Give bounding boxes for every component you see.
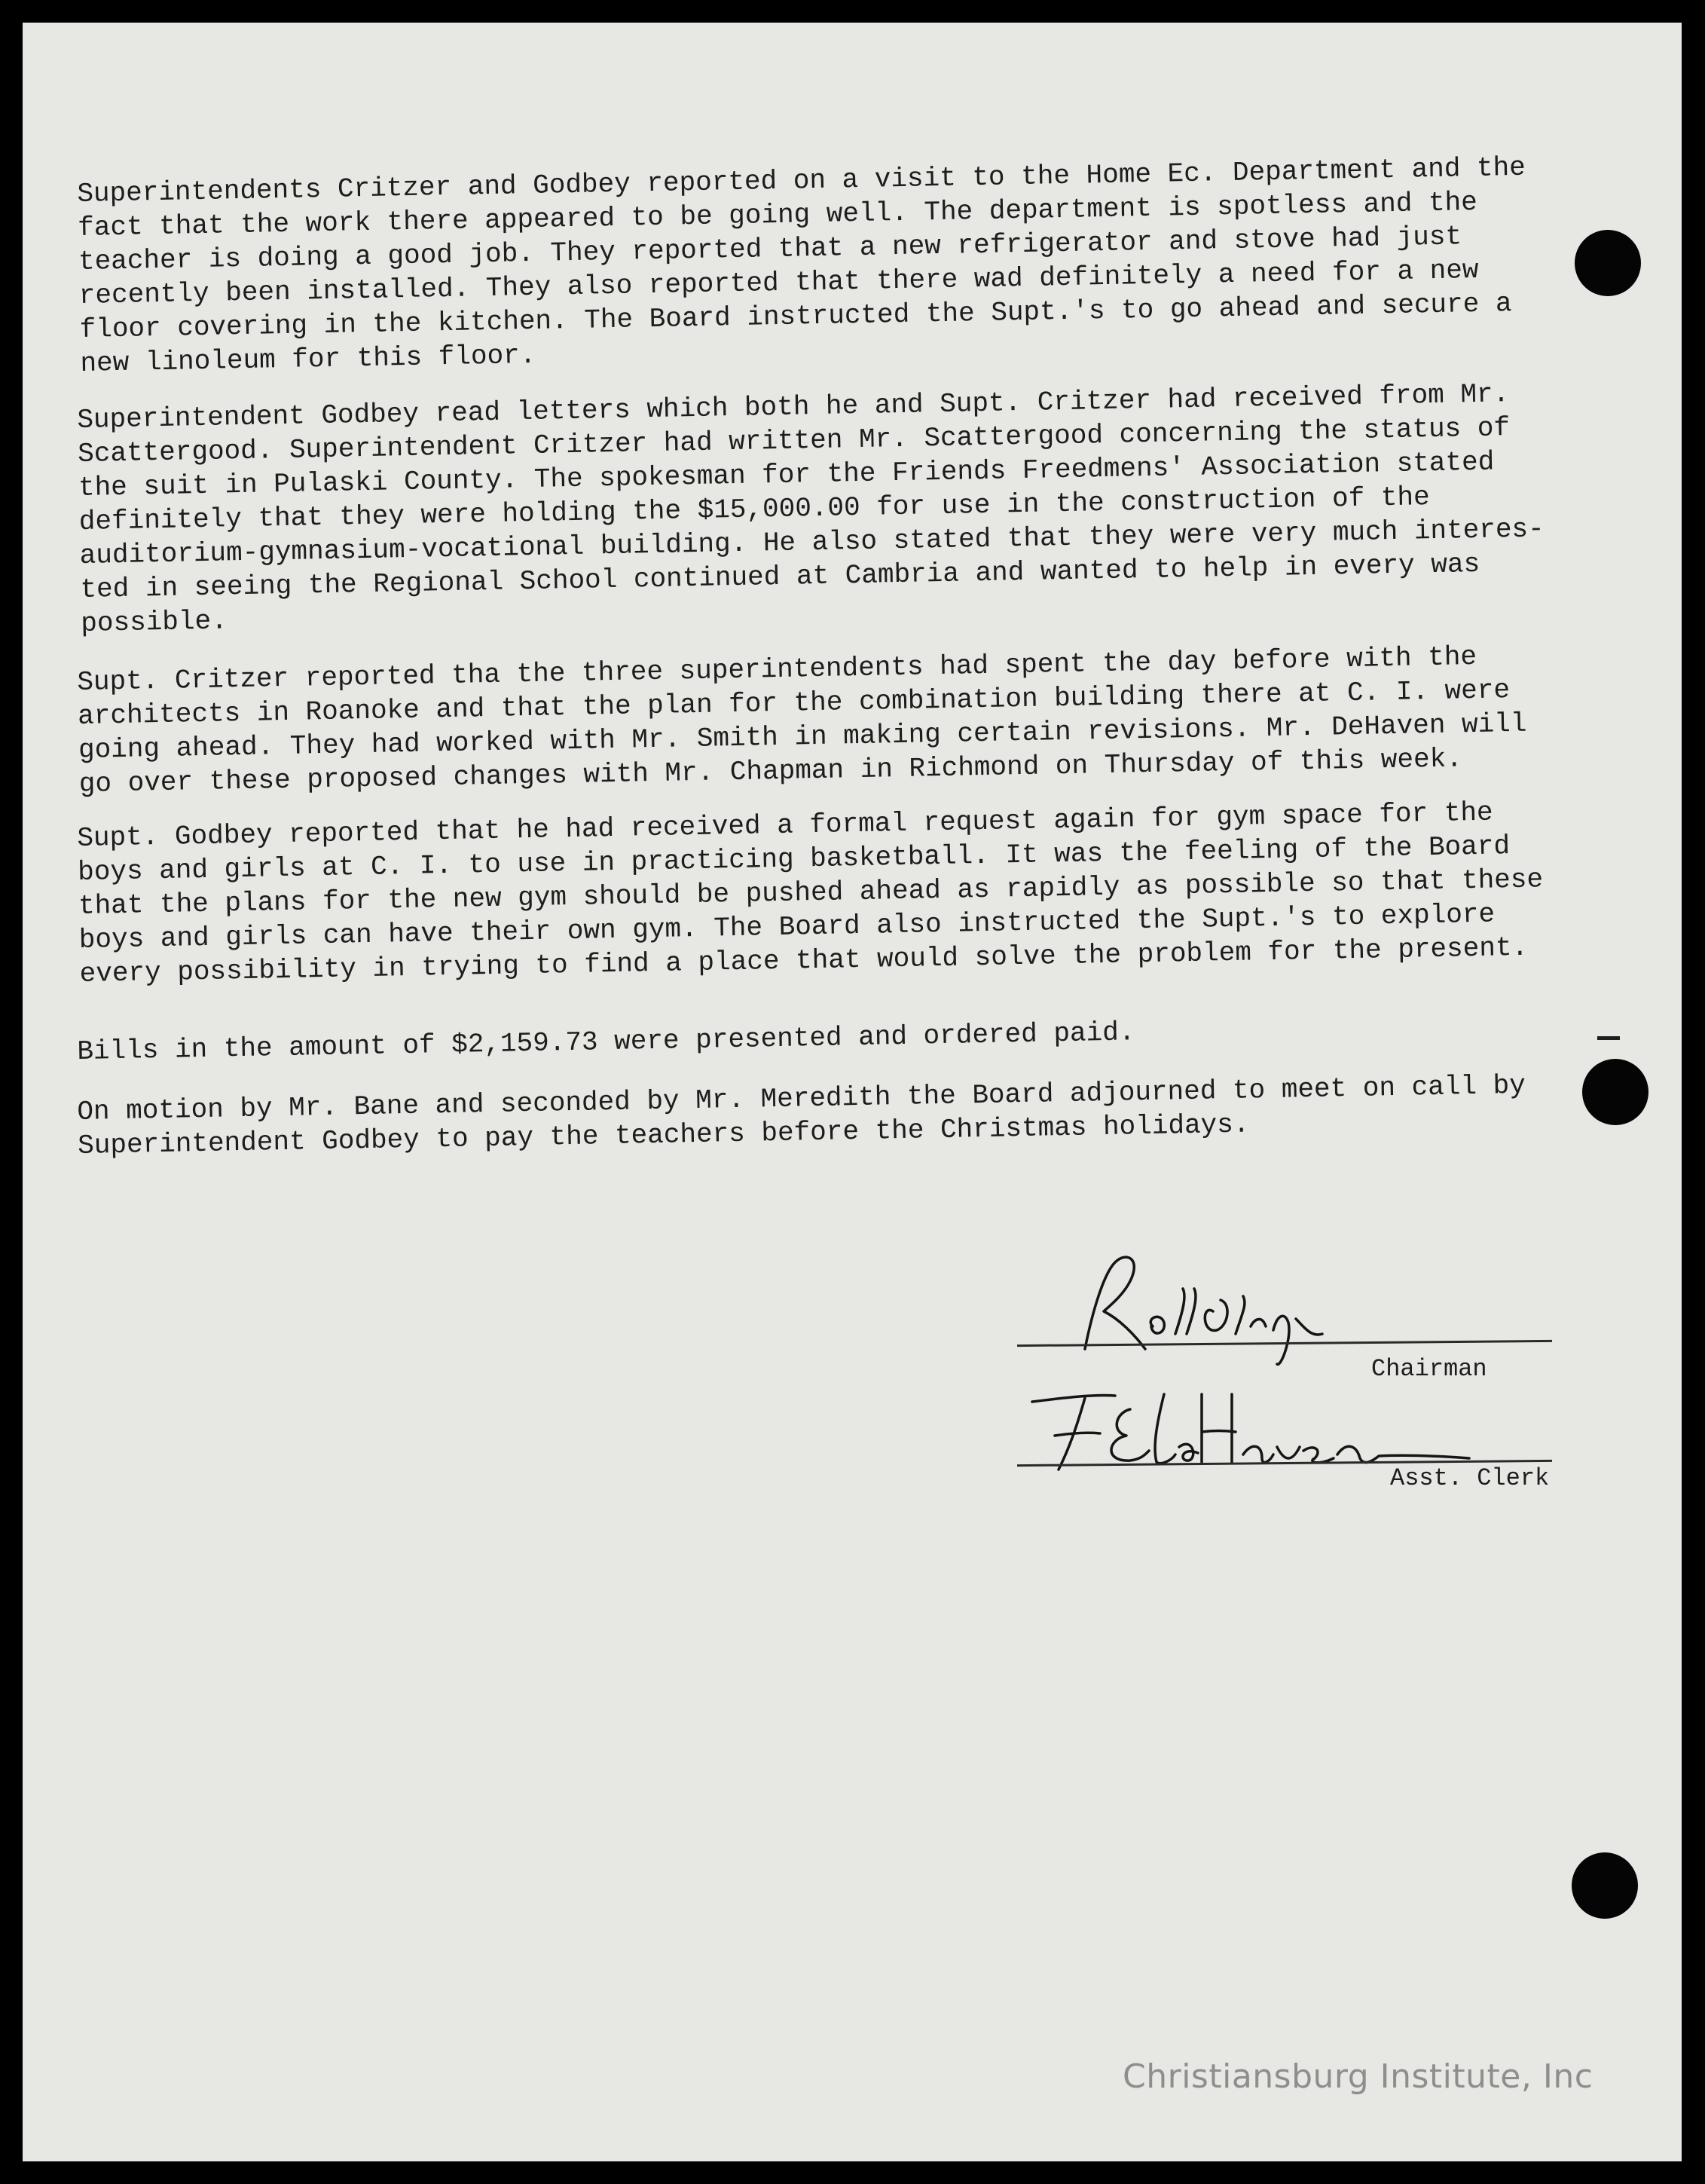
minutes-paragraph-gym-request: Supt. Godbey reported that he had received a formal request again for gym space for the boys and girls at C. I. to use in practicing basketball. It was the feeling of the Board that the plans for the new gym should be pushed ahead as rapidly as possible so that these boys and girls can have their own gym. The Board also instructed the Supt.'s to explore every possibility in trying to find a place that would solve the problem for the present. [77, 797, 1560, 990]
minutes-paragraph-scattergood-letters: Superintendent Godbey read letters which both he and Supt. Critzer had received from Mr. Scattergood. Superintendent Critzer had written Mr. Scattergood concerning the status of the suit in Pulaski County. The spokesman for the Friends Freedmens' Association stated definitely that they were holding the $15,000.00 for use in the construction of the auditorium-gymnasium-vocational building. He also stated that they were very much interes-ted in seeing the Regional School continued at Cambria and wanted to help in every was possible. [77, 378, 1545, 639]
punch-hole-middle [1582, 1059, 1648, 1125]
punch-hole-bottom [1572, 1852, 1638, 1919]
minutes-paragraph-home-ec: Superintendents Critzer and Godbey reported on a visit to the Home Ec. Department and the fact that the work there appeared to be going well. The department is spotless and the teacher is doing a good job. They reported that a new refrigerator and stove had just recently been installed. They also reported that there wad definitely a need for a new floor covering in the kitchen. The Board instructed the Supt.'s to go ahead and secure a new linoleum for this floor. [77, 151, 1542, 379]
minutes-paragraph-architects: Supt. Critzer reported tha the three superintendents had spent the day before with the architects in Roanoke and that the plan for the combination building there at C. I. were going ahead. They had worked with Mr. Smith in making certain revisions. Mr. DeHaven will go over these proposed changes with Mr. Chapman in Richmond on Thursday of this week. [77, 641, 1544, 800]
chairman-label: Chairman [1371, 1355, 1487, 1383]
margin-dash-mark [1597, 1036, 1620, 1040]
minutes-paragraph-bills: Bills in the amount of $2,159.73 were presented and ordered paid. [77, 1017, 1135, 1067]
minutes-paragraph-adjournment: On motion by Mr. Bane and seconded by Mr. Meredith the Board adjourned to meet on call by Superintendent Godbey to pay the teachers before the Christmas holidays. [77, 1069, 1542, 1161]
punch-hole-top [1575, 230, 1641, 296]
chairman-signature [1062, 1236, 1364, 1372]
document-page [23, 23, 1682, 2161]
archive-watermark: Christiansburg Institute, Inc [1123, 2057, 1593, 2096]
clerk-label: Asst. Clerk [1390, 1464, 1550, 1492]
